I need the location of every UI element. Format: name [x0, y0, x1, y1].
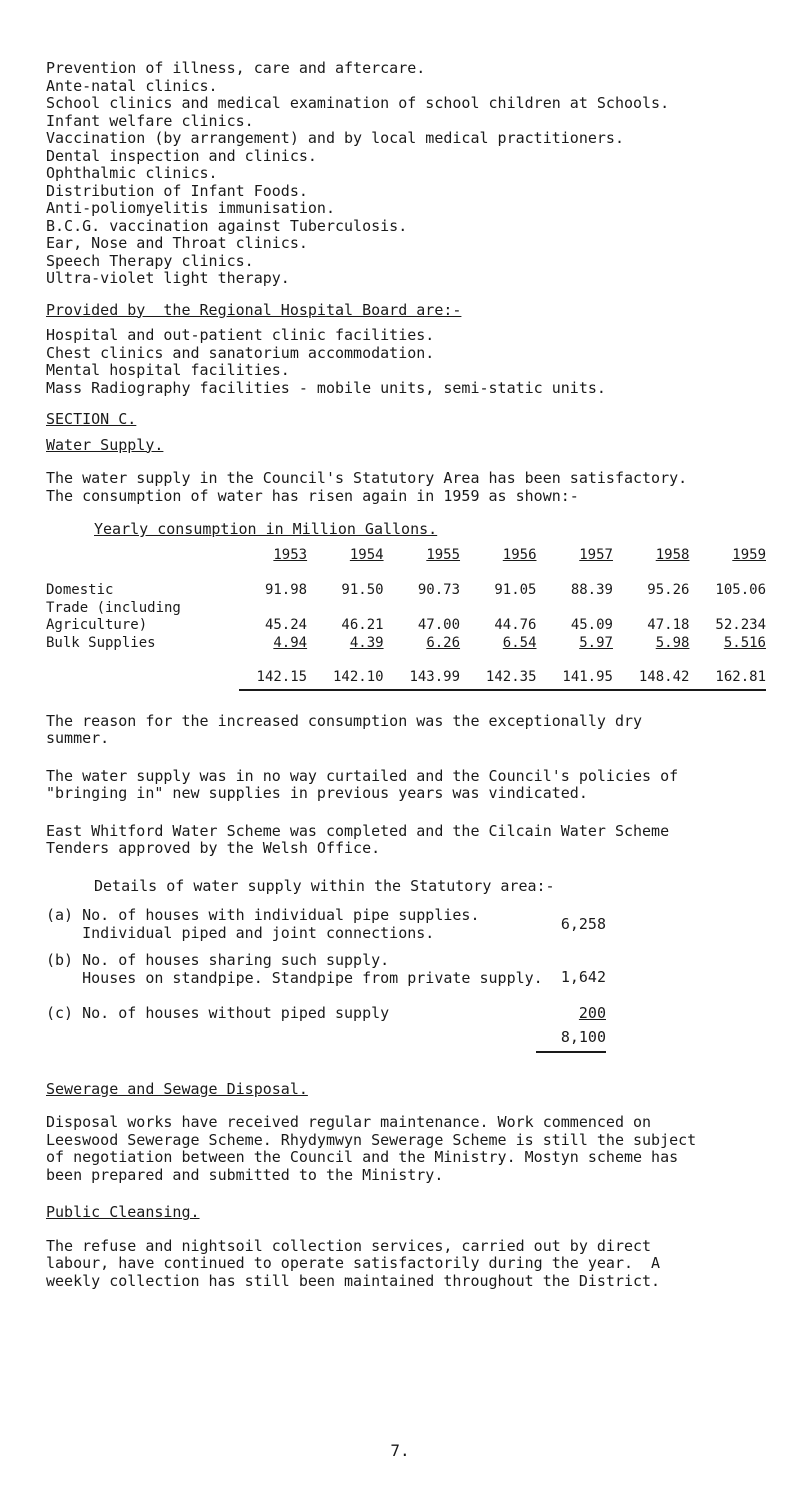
- detail-value: 6,258: [560, 915, 606, 933]
- year-header: 1959: [732, 546, 766, 563]
- table-cell: 47.18: [647, 617, 690, 633]
- table-cell: 5.98: [655, 634, 690, 651]
- table-cell: 44.76: [494, 617, 537, 633]
- table-cell: 47.00: [417, 617, 461, 633]
- paragraph-line: labour, have continued to operate satisfactorily during the year. A: [46, 1254, 661, 1272]
- table-title: Yearly consumption in Million Gallons.: [94, 520, 438, 538]
- table-cell: 4.39: [349, 634, 384, 651]
- list-item: Mental hospital facilities.: [46, 361, 290, 379]
- total-rule: [536, 1051, 606, 1053]
- regional-heading: Provided by the Regional Hospital Board are:-: [46, 300, 462, 319]
- list-item: B.C.G. vaccination against Tuberculosis.: [46, 216, 408, 235]
- list-item: Hospital and out-patient clinic facilities.: [46, 326, 435, 344]
- row-label: Domestic: [46, 582, 114, 598]
- list-item: Dental inspection and clinics.: [46, 146, 317, 165]
- cleansing-heading: Public Cleansing.: [46, 1203, 200, 1221]
- regional-section: [46, 302, 766, 398]
- list-item: Prevention of illness, care and aftercare.: [46, 59, 426, 77]
- paragraph-line: summer.: [46, 729, 110, 747]
- section-title: Water Supply.: [46, 435, 164, 454]
- detail-line: (a) No. of houses with individual pipe supplies.: [46, 906, 480, 924]
- total-cell: 143.99: [392, 669, 468, 690]
- page-number: 7.: [390, 1441, 410, 1460]
- table-cell: 45.24: [264, 617, 308, 633]
- table-cell: 52.234: [715, 617, 766, 633]
- table-row: [46, 600, 766, 618]
- row-label: Agriculture): [46, 617, 148, 633]
- row-label: Trade (including: [46, 599, 181, 616]
- section-c: [46, 411, 766, 691]
- list-item: Vaccination (by arrangement) and by local medical practitioners.: [46, 129, 624, 147]
- total-cell: 148.42: [621, 669, 697, 690]
- sewerage-heading: Sewerage and Sewage Disposal.: [46, 1079, 308, 1098]
- list-item: School clinics and medical examination of school children at Schools.: [46, 94, 670, 112]
- table-cell: 105.06: [715, 582, 766, 598]
- year-header: 1958: [655, 546, 690, 563]
- scheme-paragraph: [46, 823, 766, 858]
- total-cell: 141.95: [545, 669, 621, 690]
- list-item: Speech Therapy clinics.: [46, 251, 254, 270]
- table-total-row: [46, 669, 766, 690]
- table-cell: 45.09: [570, 617, 613, 633]
- table-cell: 91.50: [341, 582, 384, 598]
- paragraph-line: East Whitford Water Scheme was completed and the Cilcain Water Scheme: [46, 821, 670, 840]
- detail-item-b: [46, 952, 766, 987]
- paragraph-line: Leeswood Sewerage Scheme. Rhydymwyn Sewerage Scheme is still the subject: [46, 1130, 697, 1149]
- table-row: [46, 617, 766, 635]
- list-item: Infant welfare clinics.: [46, 111, 254, 130]
- table-cell: 6.26: [426, 634, 461, 651]
- year-header: 1954: [349, 546, 384, 563]
- detail-value: 1,642: [560, 968, 606, 986]
- detail-total: [46, 1027, 766, 1049]
- paragraph-line: been prepared and submitted to the Ministry.: [46, 1165, 444, 1184]
- detail-item-c: [46, 1005, 766, 1023]
- list-item: Distribution of Infant Foods.: [46, 181, 308, 200]
- year-header: 1953: [273, 546, 308, 563]
- paragraph-line: Tenders approved by the Welsh Office.: [46, 839, 381, 857]
- total-cell: 142.15: [239, 669, 315, 690]
- document-page: [46, 60, 766, 1290]
- row-label: Bulk Supplies: [46, 634, 156, 651]
- paragraph-line: The water supply was in no way curtailed and the Council's policies of: [46, 766, 679, 785]
- table-cell: 90.73: [417, 582, 461, 598]
- detail-line: (b) No. of houses sharing such supply.: [46, 951, 390, 969]
- table-cell: 95.26: [647, 582, 690, 598]
- paragraph-line: The consumption of water has risen again in 1959 as shown:-: [46, 486, 579, 505]
- table-cell: 5.97: [579, 634, 613, 651]
- details-intro: Details of water supply within the Statutory area:-: [94, 876, 555, 895]
- table-header-row: [46, 547, 766, 565]
- list-item: Mass Radiography facilities - mobile units, semi-static units.: [46, 378, 606, 397]
- total-cell: 142.35: [468, 669, 544, 690]
- paragraph-line: The reason for the increased consumption was the exceptionally dry: [46, 711, 643, 730]
- cleansing-section: [46, 1204, 766, 1290]
- policy-paragraph: [46, 768, 766, 803]
- table-cell: 88.39: [570, 582, 613, 598]
- reason-paragraph: [46, 713, 766, 748]
- year-header: 1955: [426, 546, 461, 563]
- detail-item-a: [46, 907, 766, 942]
- detail-line: (c) No. of houses without piped supply: [46, 1004, 390, 1022]
- table-cell: 46.21: [341, 617, 384, 633]
- total-cell: 142.10: [315, 669, 391, 690]
- table-row: [46, 635, 766, 653]
- paragraph-line: weekly collection has still been maintained throughout the District.: [46, 1271, 661, 1290]
- table-cell: 91.98: [264, 582, 308, 598]
- intro-list: [46, 60, 766, 288]
- list-item: Ophthalmic clinics.: [46, 164, 218, 182]
- list-item: Chest clinics and sanatorium accommodation.: [46, 343, 435, 362]
- detail-value: 200: [578, 1004, 606, 1022]
- year-header: 1957: [579, 546, 613, 563]
- list-item: Ultra-violet light therapy.: [46, 269, 290, 287]
- detail-total-value: 8,100: [560, 1027, 606, 1046]
- details-list: [46, 907, 766, 1049]
- paragraph-line: The refuse and nightsoil collection services, carried out by direct: [46, 1236, 652, 1255]
- detail-line: Houses on standpipe. Standpipe from private supply.: [46, 968, 543, 987]
- table-row: [46, 582, 766, 600]
- paragraph-line: of negotiation between the Council and the Ministry. Mostyn scheme has: [46, 1148, 679, 1166]
- table-cell: 6.54: [502, 634, 537, 651]
- section-label: SECTION C.: [46, 410, 137, 428]
- list-item: Anti-poliomyelitis immunisation.: [46, 199, 335, 217]
- total-cell: 162.81: [697, 669, 766, 690]
- paragraph-line: The water supply in the Council's Statutory Area has been satisfactory.: [46, 469, 688, 487]
- paragraph-line: "bringing in" new supplies in previous years was vindicated.: [46, 784, 588, 802]
- table-cell: 91.05: [494, 582, 537, 598]
- sewerage-section: [46, 1081, 766, 1185]
- year-header: 1956: [502, 546, 537, 563]
- paragraph-line: Disposal works have received regular maintenance. Work commenced on: [46, 1113, 652, 1131]
- list-item: Ante-natal clinics.: [46, 76, 218, 95]
- list-item: Ear, Nose and Throat clinics.: [46, 234, 308, 252]
- detail-line: Individual piped and joint connections.: [46, 923, 435, 942]
- table-cell: 5.516: [723, 634, 766, 651]
- details-section: [46, 878, 766, 1049]
- water-consumption-table: [46, 547, 766, 691]
- table-cell: 4.94: [273, 634, 308, 651]
